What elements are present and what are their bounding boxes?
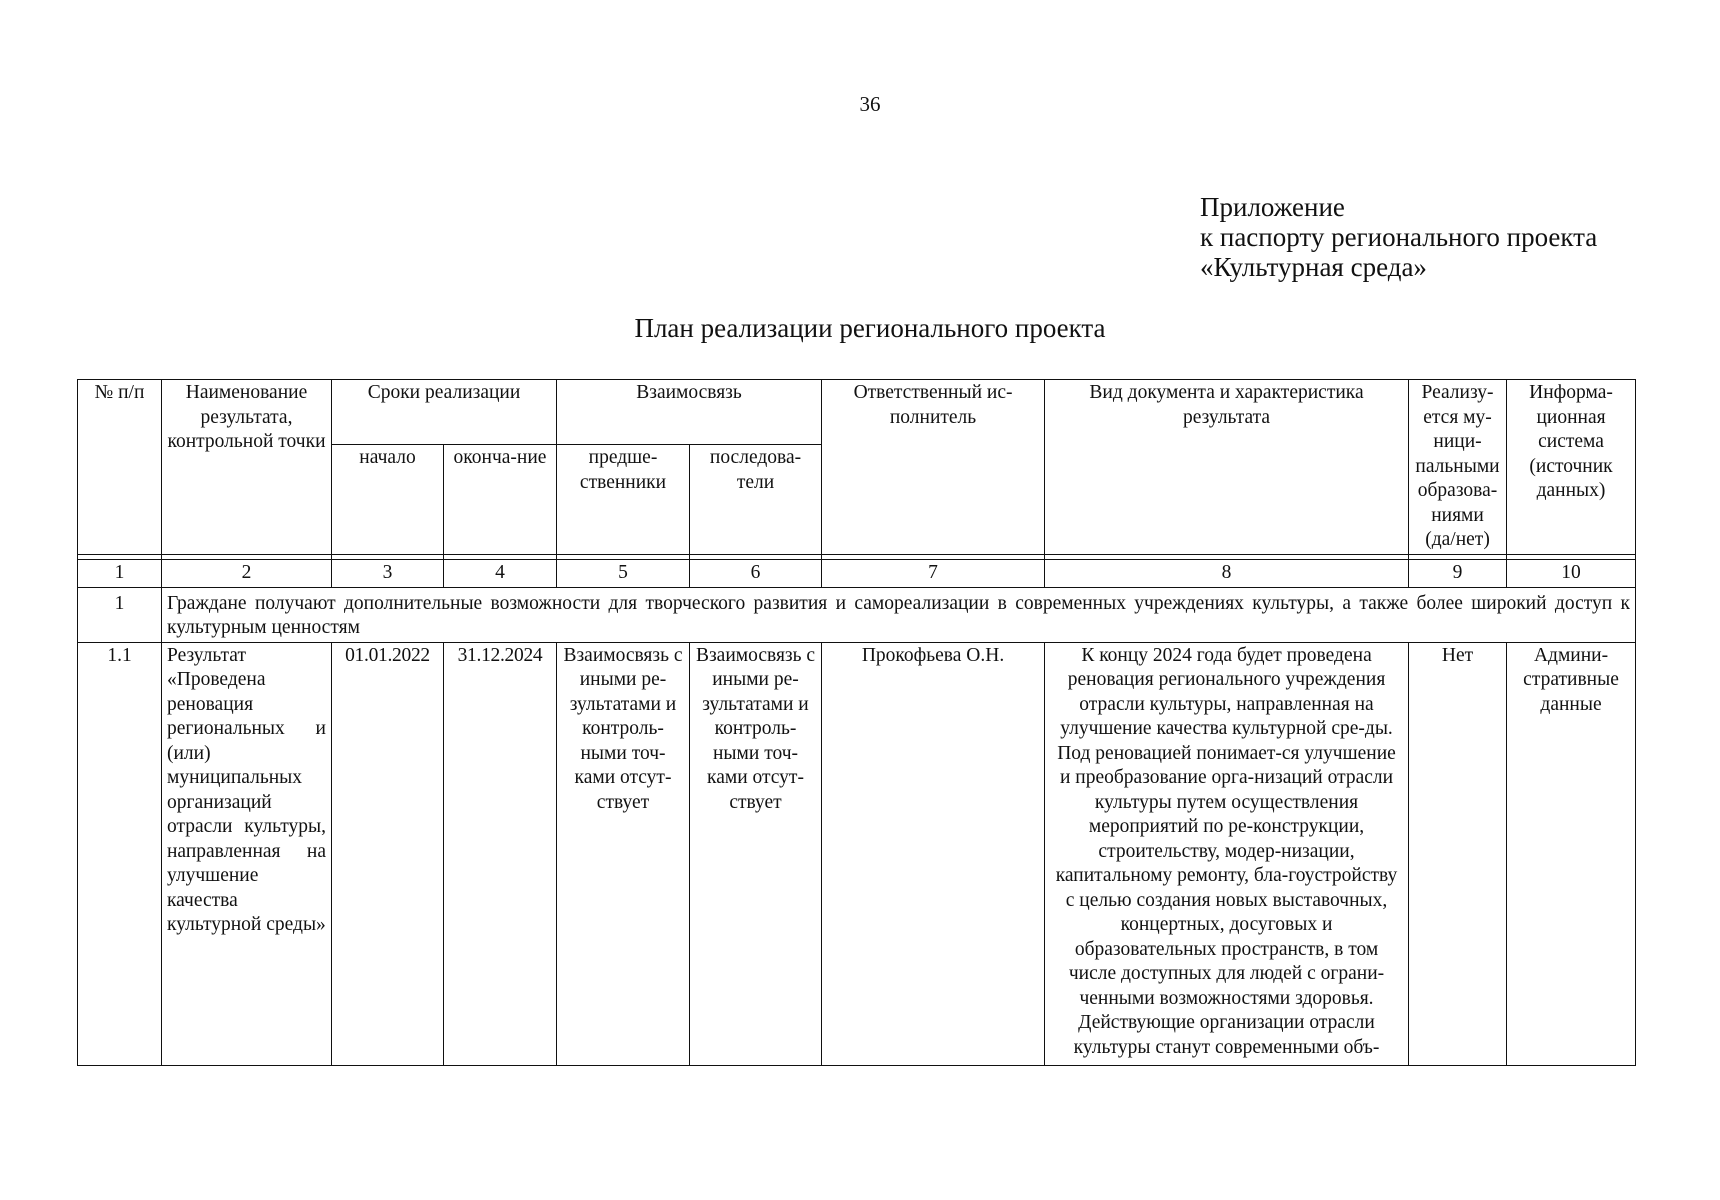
page-number: 36	[859, 92, 881, 116]
plan-title: План реализации регионального проекта	[634, 313, 1106, 343]
section-row	[78, 587, 1636, 642]
header-predecessors: предше-ственники	[557, 445, 690, 554]
row-successors: Взаимосвязь с иными ре-зультатами и контроль-ными точ-ками отсут-ствует	[690, 642, 822, 1065]
appendix-line-2: к паспорту регионального проекта	[1200, 222, 1598, 252]
table-row	[78, 642, 1636, 1065]
column-number: 9	[1409, 559, 1507, 587]
row-infosystem: Админи-стративные данные	[1507, 642, 1636, 1065]
appendix-line-1: Приложение	[1200, 192, 1345, 222]
row-predecessors: Взаимосвязь с иными ре-зультатами и контроль-ными точ-ками отсут-ствует	[557, 642, 690, 1065]
section-text: Граждане получают дополнительные возможности для творческого развития и самореализации в современных учреждениях культуры, а также более широкий доступ к культурным ценностям	[162, 587, 1636, 642]
column-number: 4	[444, 559, 557, 587]
appendix-note	[1200, 192, 1597, 282]
plan-table	[77, 379, 1636, 1066]
header-row	[78, 380, 1636, 445]
row-responsible: Прокофьева О.Н.	[822, 642, 1045, 1065]
header-infosystem: Информа-ционная система (источник данных)	[1507, 380, 1636, 555]
row-municipal: Нет	[1409, 642, 1507, 1065]
header-responsible: Ответственный ис-полнитель	[822, 380, 1045, 555]
row-start: 01.01.2022	[332, 642, 444, 1065]
column-number: 2	[162, 559, 332, 587]
header-num: № п/п	[78, 380, 162, 555]
header-municipal: Реализу-ется му-ници-пальными образова-ниями (да/нет)	[1409, 380, 1507, 555]
header-name: Наименование результата, контрольной точки	[162, 380, 332, 555]
row-document: К концу 2024 года будет проведена реновация регионального учреждения отрасли культуры, направленная на улучшение качества культурной сре-ды. Под реновацией понимает-ся улучшение и преобразование орга-низаций отрасли культуры путем осуществления мероприятий по ре-конструкции, строительству, модер-низации, капитальному ремонту, бла-гоустройству с целью создания новых выставочных, концертных, досуговых и образовательных пространств, в том числе доступных для людей с ограни-ченными возможностями здоровья. Действующие организации отрасли культуры станут современными объ-	[1045, 642, 1409, 1065]
row-num: 1.1	[78, 642, 162, 1065]
appendix-line-3: «Культурная среда»	[1200, 252, 1427, 282]
row-name: Результат «Проведена реновация региональных и (или) муниципальных организаций отрасли культуры, направленная на улучшение качества культурной среды»	[162, 642, 332, 1065]
column-number: 8	[1045, 559, 1409, 587]
header-terms: Сроки реализации	[332, 380, 557, 445]
header-document: Вид документа и характеристика результата	[1045, 380, 1409, 555]
section-num: 1	[78, 587, 162, 642]
column-number: 3	[332, 559, 444, 587]
column-number: 6	[690, 559, 822, 587]
header-start: начало	[332, 445, 444, 554]
row-end: 31.12.2024	[444, 642, 557, 1065]
header-link: Взаимосвязь	[557, 380, 822, 445]
column-numbers-row	[78, 559, 1636, 587]
column-number: 10	[1507, 559, 1636, 587]
column-number: 7	[822, 559, 1045, 587]
header-end: оконча-ние	[444, 445, 557, 554]
column-number: 1	[78, 559, 162, 587]
header-successors: последова-тели	[690, 445, 822, 554]
column-number: 5	[557, 559, 690, 587]
